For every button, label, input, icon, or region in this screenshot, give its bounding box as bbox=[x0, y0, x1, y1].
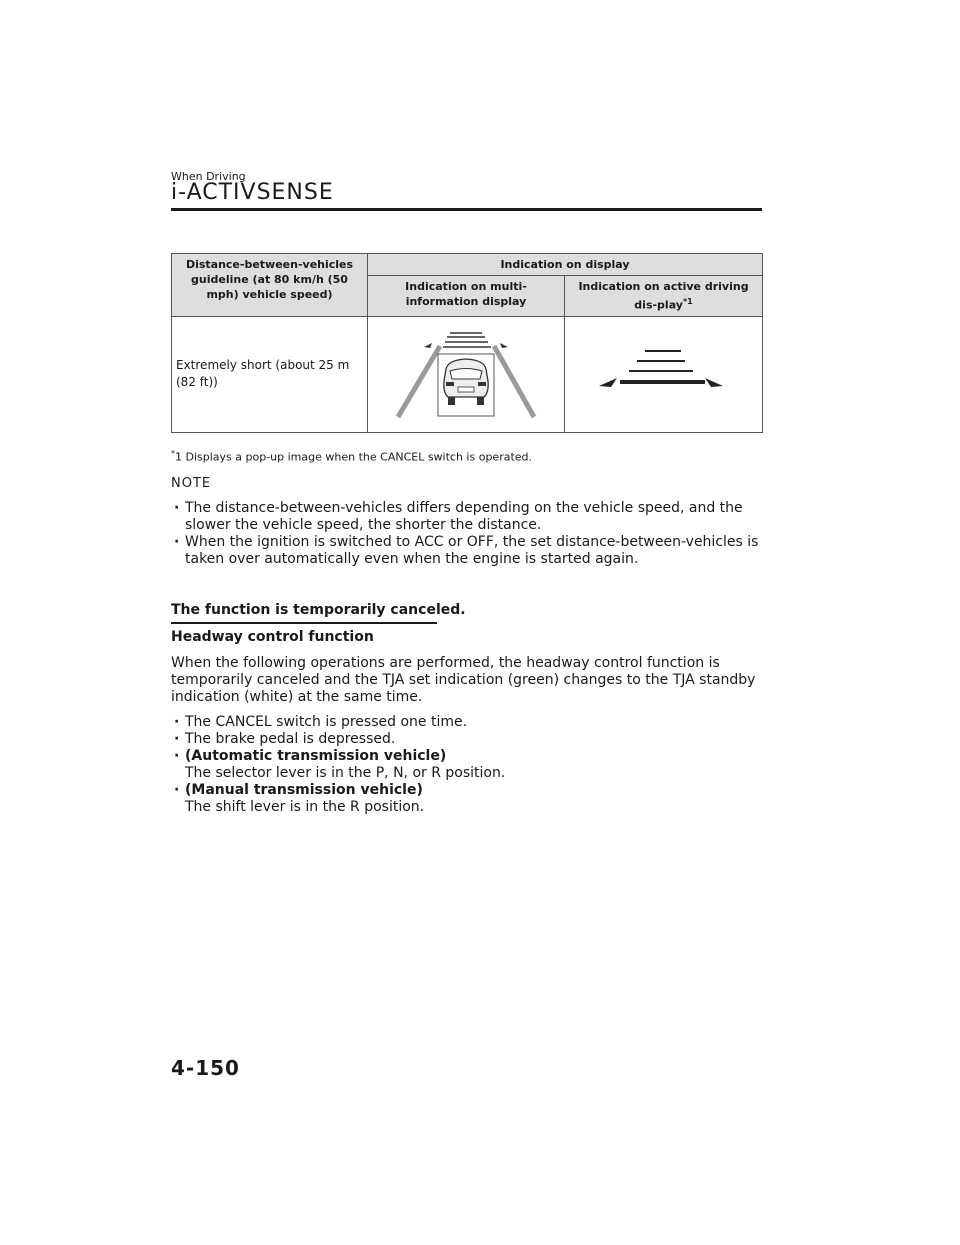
section-heading: The function is temporarily canceled. bbox=[171, 602, 466, 618]
list-item-text: The CANCEL switch is pressed one time. bbox=[185, 714, 468, 730]
multi-info-display-image bbox=[368, 316, 565, 432]
row-label-extremely-short: Extremely short (about 25 m (82 ft)) bbox=[172, 316, 368, 432]
section-label: When Driving bbox=[171, 170, 246, 183]
page-number: 4-150 bbox=[171, 1056, 240, 1080]
col-header-active-driving-label: Indication on active driving dis-play bbox=[578, 280, 749, 312]
active-driving-display-image bbox=[565, 316, 763, 432]
section-heading-underline bbox=[171, 622, 437, 624]
header-rule bbox=[171, 208, 762, 211]
col-header-active-driving bbox=[565, 276, 763, 317]
footnote-ref: *1 bbox=[682, 297, 693, 306]
list-item bbox=[171, 731, 771, 748]
note-list bbox=[171, 500, 771, 568]
footnote-text: 1 Displays a pop-up image when the CANCEL switch is operated. bbox=[175, 450, 533, 464]
note-item: · When the ignition is switched to ACC or OFF, the set distance-between-vehicles is taken over automatically even when the engine is started again. bbox=[171, 534, 771, 568]
list-item bbox=[171, 782, 771, 816]
col-header-distance: Distance-between-vehicles guideline (at 80 km/h (50 mph) vehicle speed) bbox=[172, 254, 368, 317]
list-item-text: The shift lever is in the R position. bbox=[185, 799, 425, 815]
active-driving-display-icon bbox=[565, 317, 762, 428]
list-item-text: The selector lever is in the P, N, or R position. bbox=[185, 765, 506, 781]
note-item: · The distance-between-vehicles differs depending on the vehicle speed, and the slower the vehicle speed, the shorter the distance. bbox=[171, 500, 771, 534]
list-item bbox=[171, 748, 771, 782]
list-item bbox=[171, 714, 771, 731]
col-header-group: Indication on display bbox=[368, 254, 763, 276]
distance-indication-table bbox=[171, 253, 763, 433]
cancel-conditions-list bbox=[171, 714, 771, 816]
col-header-multi-info: Indication on multi-information display bbox=[368, 276, 565, 317]
section-paragraph: When the following operations are performed, the headway control function is temporarily canceled and the TJA set indication (green) changes to the TJA standby indication (white) at the same time. bbox=[171, 655, 756, 705]
list-item-condition: (Manual transmission vehicle) bbox=[185, 782, 423, 798]
chapter-title: i-ACTIVSENSE bbox=[171, 180, 334, 205]
footnote-mark: * bbox=[171, 449, 175, 458]
list-item-condition: (Automatic transmission vehicle) bbox=[185, 748, 447, 764]
multi-info-display-icon bbox=[368, 317, 564, 428]
table-footnote bbox=[171, 449, 532, 464]
list-item-text: The brake pedal is depressed. bbox=[185, 731, 396, 747]
note-title: NOTE bbox=[171, 476, 212, 491]
subsection-heading: Headway control function bbox=[171, 629, 374, 645]
